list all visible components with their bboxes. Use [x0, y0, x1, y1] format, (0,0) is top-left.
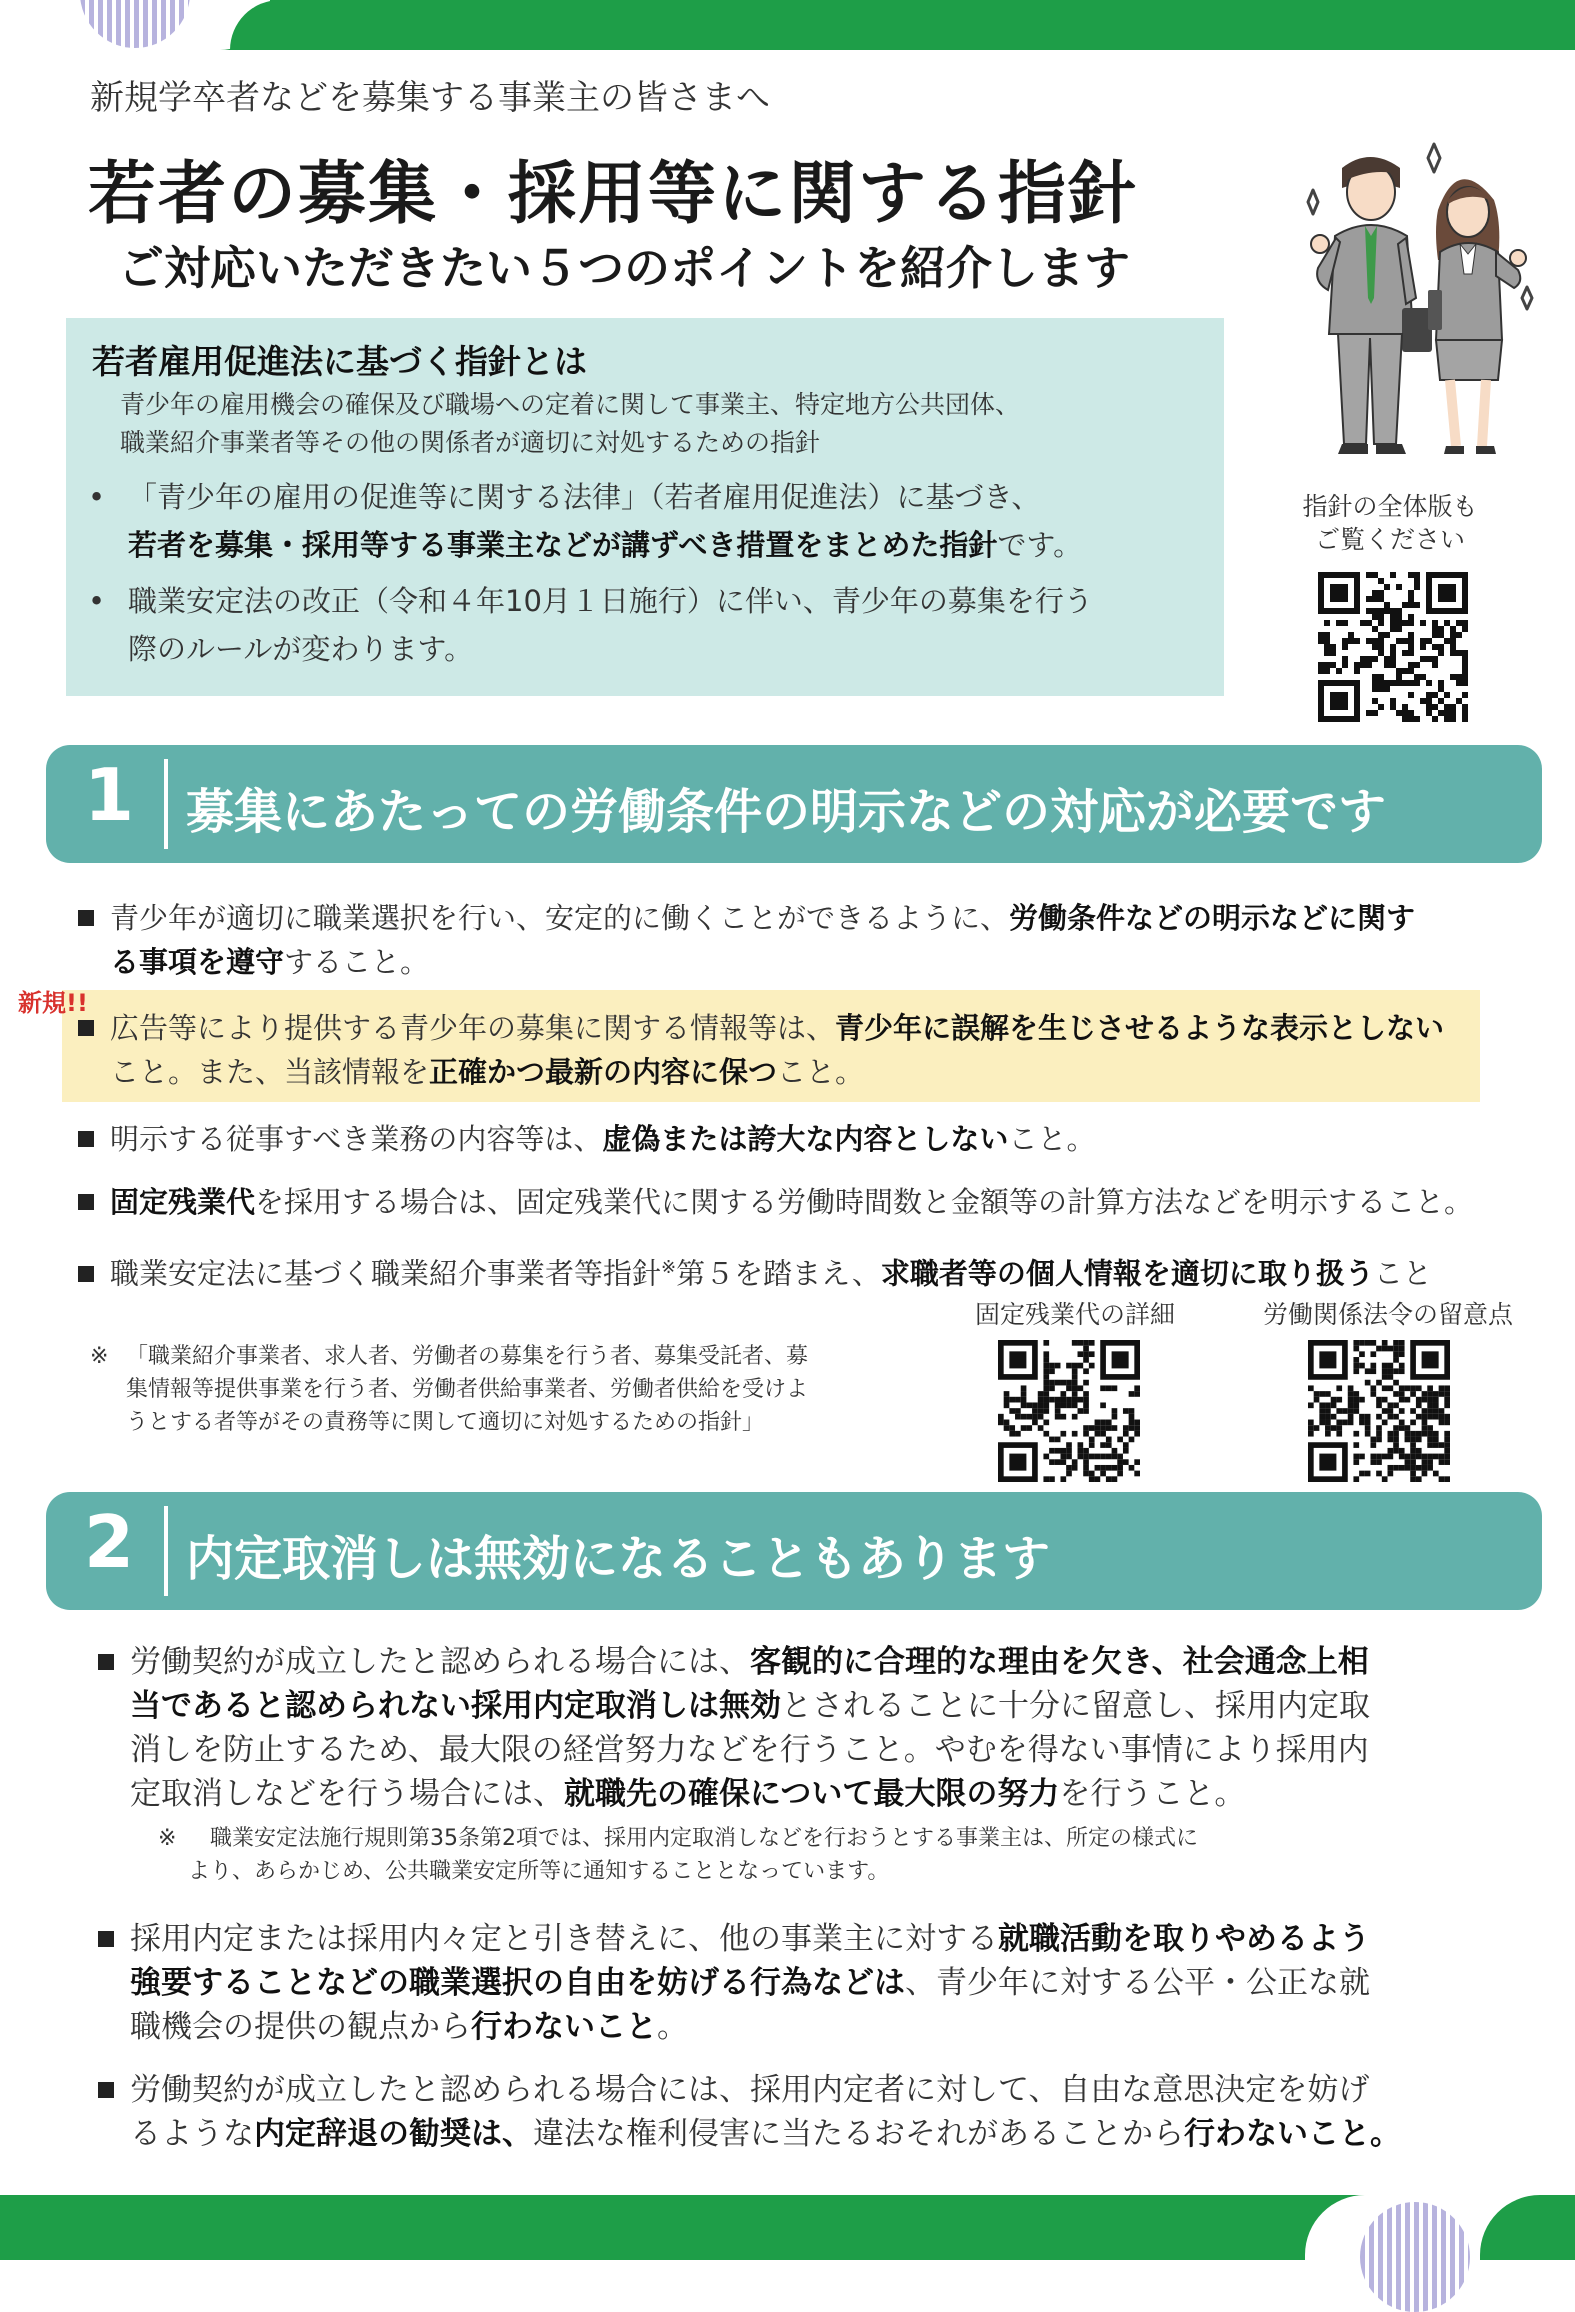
bullet-square-icon — [98, 2082, 114, 2098]
divider — [164, 1506, 168, 1596]
qr-label-labor-law: 労働関係法令の留意点 — [1262, 1300, 1513, 1329]
divider — [164, 759, 168, 849]
sparkle-icon — [1522, 287, 1532, 309]
qr-code-icon[interactable] — [1308, 1340, 1450, 1482]
qr-code-icon[interactable] — [998, 1340, 1140, 1482]
sparkle-icon — [1308, 190, 1318, 214]
list-item: 労働契約が成立したと認められる場合には、採用内定者に対して、自由な意思決定を妨げ るような内定辞退の勧奨は、違法な権利侵害に当たるおそれがあることから行わないこと。 — [98, 2068, 1538, 2156]
sparkle-icon — [1428, 144, 1440, 172]
woman-figure — [1428, 179, 1526, 454]
page-subtitle: ご対応いただきたい５つのポイントを紹介します — [118, 241, 1130, 295]
bullet-square-icon — [78, 1020, 94, 1036]
subtitle: 新規学卒者などを募集する事業主の皆さまへ — [90, 78, 770, 118]
info-heading: 若者雇用促進法に基づく指針とは — [92, 342, 587, 381]
list-item: 労働契約が成立したと認められる場合には、客観的に合理的な理由を欠き、社会通念上相 当であると認められない採用内定取消しは無効とされることに十分に留意し、採用内定取 消しを防止するため、最大限の経営努力などを行うこと。やむを得ない事情により採用内 定取消しなどを行う場合には、就職先の確保について最大限の努力を行うこと。 — [98, 1640, 1518, 1816]
qr-main-label: 指針の全体版も ご覧ください — [1302, 492, 1478, 554]
bullet-square-icon — [98, 1654, 114, 1670]
section-title: 募集にあたっての労働条件の明示などの対応が必要です — [186, 784, 1387, 840]
section2-header — [46, 1492, 1542, 1610]
info-bullet: • 職業安定法の改正（令和４年10月１日施行）に伴い、青少年の募集を行う 際のルールが変わります。 — [88, 584, 1093, 666]
bullet-square-icon — [78, 910, 94, 926]
footnote: ※ 「職業紹介事業者、求人者、労働者の募集を行う者、募集受託者、募 集情報等提供事業を行う者、労働者供給事業者、労働者供給を受けよ うとする者等がその責務等に関して適切に対処するための指針」 — [90, 1344, 809, 1435]
info-description: 青少年の雇用機会の確保及び職場への定着に関して事業主、特定地方公共団体、 職業紹介事業者等その他の関係者が適切に対処するための指針 — [120, 390, 1021, 457]
list-item: 固定残業代を採用する場合は、固定残業代に関する労働時間数と金額等の計算方法などを明示すること。 — [78, 1180, 1473, 1224]
section-number: 2 — [84, 1500, 135, 1584]
striped-circle-decoration — [1360, 2202, 1470, 2312]
bullet-square-icon — [78, 1266, 94, 1282]
list-item: 採用内定または採用内々定と引き替えに、他の事業主に対する就職活動を取りやめるよう 強要することなどの職業選択の自由を妨げる行為などは、青少年に対する公平・公正な就 職機会の提供の観点から行わないこと。 — [98, 1917, 1518, 2049]
man-figure — [1311, 157, 1432, 454]
bullet-square-icon — [78, 1131, 94, 1147]
section1-header — [46, 745, 1542, 863]
section-title: 内定取消しは無効になることもあります — [186, 1531, 1051, 1587]
list-item: 広告等により提供する青少年の募集に関する情報等は、青少年に誤解を生じさせるような表示としない こと。また、当該情報を正確かつ最新の内容に保つこと。 — [78, 1006, 1498, 1094]
list-item: 明示する従事すべき業務の内容等は、虚偽または誇大な内容としないこと。 — [78, 1117, 1095, 1161]
top-green-bar-right — [230, 0, 1575, 50]
section-number: 1 — [84, 753, 135, 837]
list-item: 青少年が適切に職業選択を行い、安定的に働くことができるように、労働条件などの明示などに関す る事項を遵守すること。 — [78, 896, 1498, 984]
list-item: 職業安定法に基づく職業紹介事業者等指針※第５を踏まえ、求職者等の個人情報を適切に取り扱うこと — [78, 1246, 1432, 1296]
bullet-square-icon — [78, 1194, 94, 1210]
qr-label-overtime: 固定残業代の詳細 — [974, 1300, 1175, 1329]
qr-code-icon[interactable] — [1318, 572, 1468, 722]
footnote: ※ 職業安定法施行規則第35条第2項では、採用内定取消しなどを行おうとする事業主は、所定の様式に より、あらかじめ、公共職業安定所等に通知することとなっています。 — [158, 1826, 1198, 1884]
page-title: 若者の募集・採用等に関する指針 — [88, 155, 1139, 234]
bullet-square-icon — [98, 1931, 114, 1947]
new-badge: 新規!! — [18, 989, 88, 1017]
illustration-young-workers — [1290, 140, 1560, 460]
info-bullet: • 「青少年の雇用の促進等に関する法律」（若者雇用促進法）に基づき、 若者を募集・採用等する事業主などが講ずべき措置をまとめた指針です。 — [88, 480, 1083, 562]
